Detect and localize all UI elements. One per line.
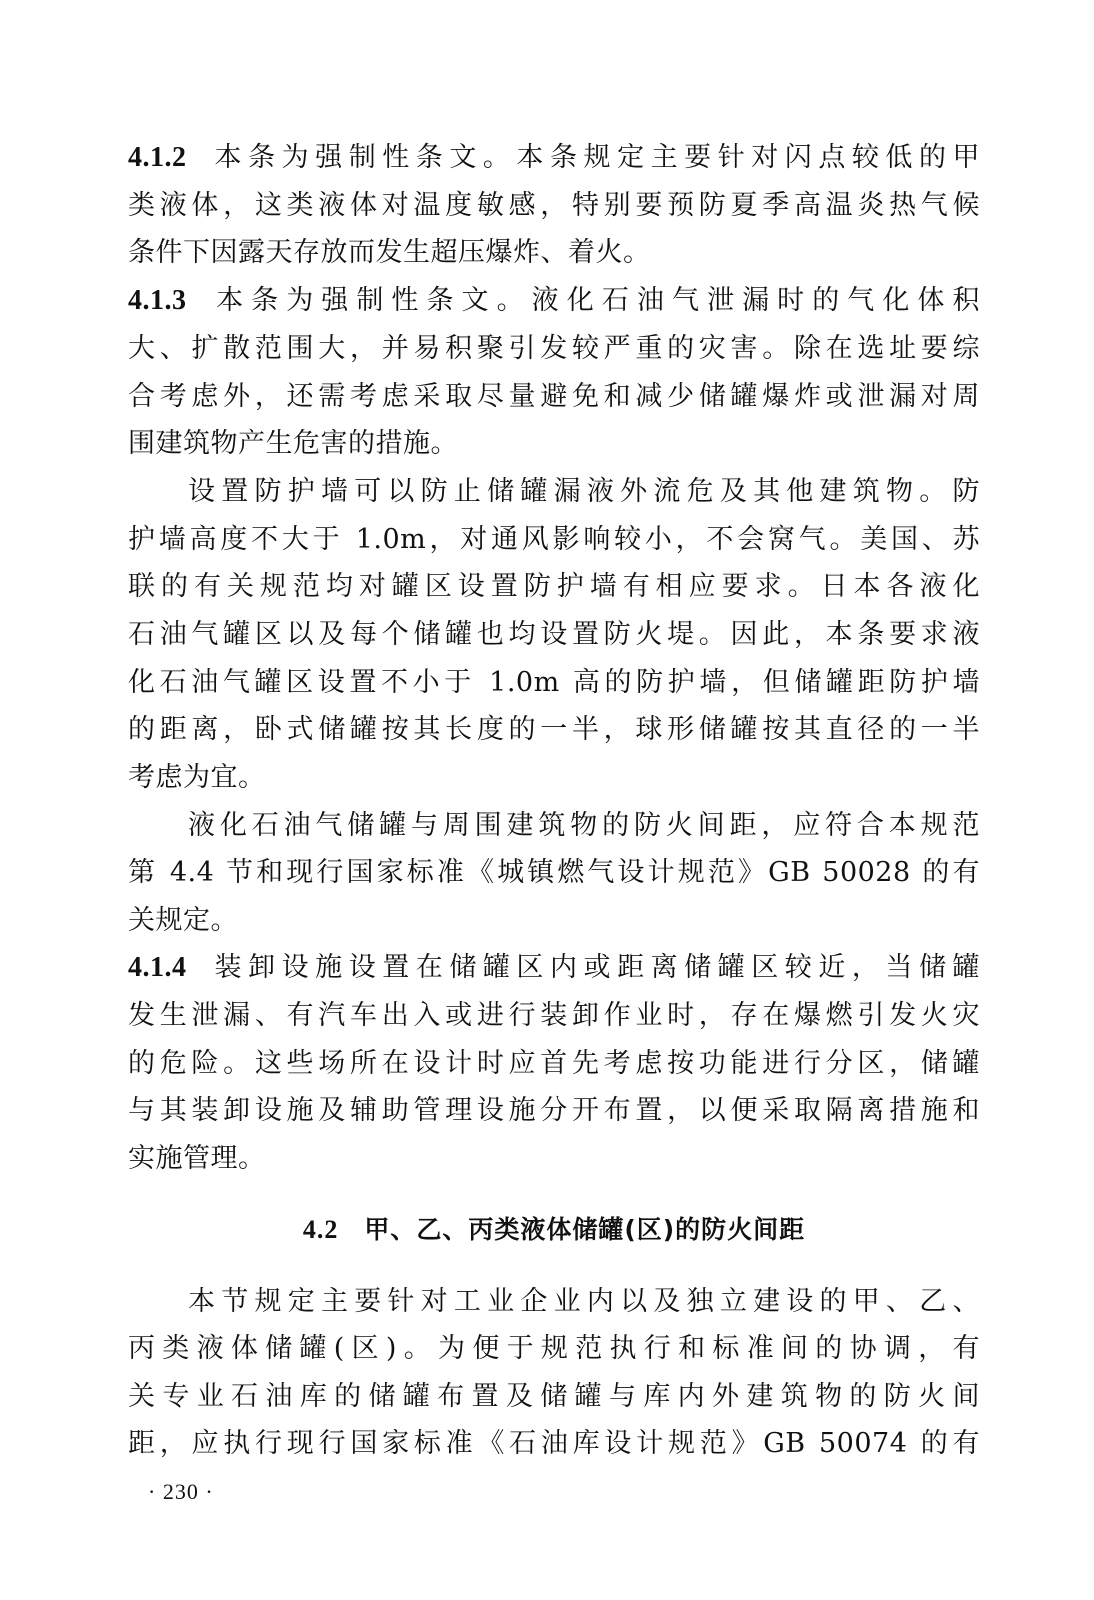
- paragraph-first-line: 液化石油气储罐与周围建筑物的防火间距，应符合本规范: [188, 810, 980, 841]
- section-heading: [128, 1205, 980, 1255]
- text-line: 围建筑物产生危害的措施。: [128, 428, 458, 459]
- text-line: 条件下因露天存放而发生超压爆炸、着火。: [128, 237, 651, 268]
- text-line: 的距离，卧式储罐按其长度的一半，球形储罐按其直径的一半: [128, 714, 980, 745]
- text-line: 护墙高度不大于 1.0m，对通风影响较小，不会窝气。美国、苏: [128, 524, 980, 555]
- text-line: 丙类液体储罐(区)。为便于规范执行和标准间的协调，有: [128, 1333, 980, 1364]
- text-line: 实施管理。: [128, 1143, 266, 1174]
- section-number: 4.2: [302, 1215, 339, 1244]
- text-line: 石油气罐区以及每个储罐也均设置防火堤。因此，本条要求液: [128, 619, 980, 650]
- section-title: 甲、乙、丙类液体储罐(区)的防火间距: [364, 1215, 806, 1244]
- text-line: 关专业石油库的储罐布置及储罐与库内外建筑物的防火间: [128, 1381, 980, 1412]
- text-line: 与其装卸设施及辅助管理设施分开布置，以便采取隔离措施和: [128, 1095, 980, 1126]
- text-line: 关规定。: [128, 905, 238, 936]
- paragraph-first-line: 设置防护墙可以防止储罐漏液外流危及其他建筑物。防: [188, 476, 980, 507]
- text-line: 的危险。这些场所在设计时应首先考虑按功能进行分区，储罐: [128, 1048, 980, 1079]
- page-number: · 230 ·: [148, 1479, 214, 1504]
- text-line: 第 4.4 节和现行国家标准《城镇燃气设计规范》GB 50028 的有: [128, 857, 980, 888]
- clause-number: 4.1.2: [128, 142, 187, 173]
- clause-number: 4.1.4: [128, 952, 187, 983]
- clause-number: 4.1.3: [128, 285, 187, 316]
- text-line: 发生泄漏、有汽车出入或进行装卸作业时，存在爆燃引发火灾: [128, 1000, 980, 1031]
- text-line: 距，应执行现行国家标准《石油库设计规范》GB 50074 的有: [128, 1428, 980, 1459]
- paragraph-first-line: 本节规定主要针对工业企业内以及独立建设的甲、乙、: [188, 1286, 980, 1317]
- text-line: 合考虑外，还需考虑采取尽量避免和减少储罐爆炸或泄漏对周: [128, 381, 980, 412]
- clause-4-1-2-line-1: 4.1.2 本条为强制性条文。本条规定主要针对闪点较低的甲: [128, 142, 980, 173]
- text-line: 类液体，这类液体对温度敏感，特别要预防夏季高温炎热气候: [128, 190, 980, 221]
- clause-4-1-4-line-1: 4.1.4 装卸设施设置在储罐区内或距离储罐区较近，当储罐: [128, 952, 980, 983]
- text-line: 化石油气罐区设置不小于 1.0m 高的防护墙，但储罐距防护墙: [128, 667, 980, 698]
- clause-4-1-3-line-1: 4.1.3 本条为强制性条文。液化石油气泄漏时的气化体积: [128, 285, 980, 316]
- text-line: 大、扩散范围大，并易积聚引发较严重的灾害。除在选址要综: [128, 333, 980, 364]
- text-line: 考虑为宜。: [128, 762, 266, 793]
- text-line: 联的有关规范均对罐区设置防护墙有相应要求。日本各液化: [128, 571, 980, 602]
